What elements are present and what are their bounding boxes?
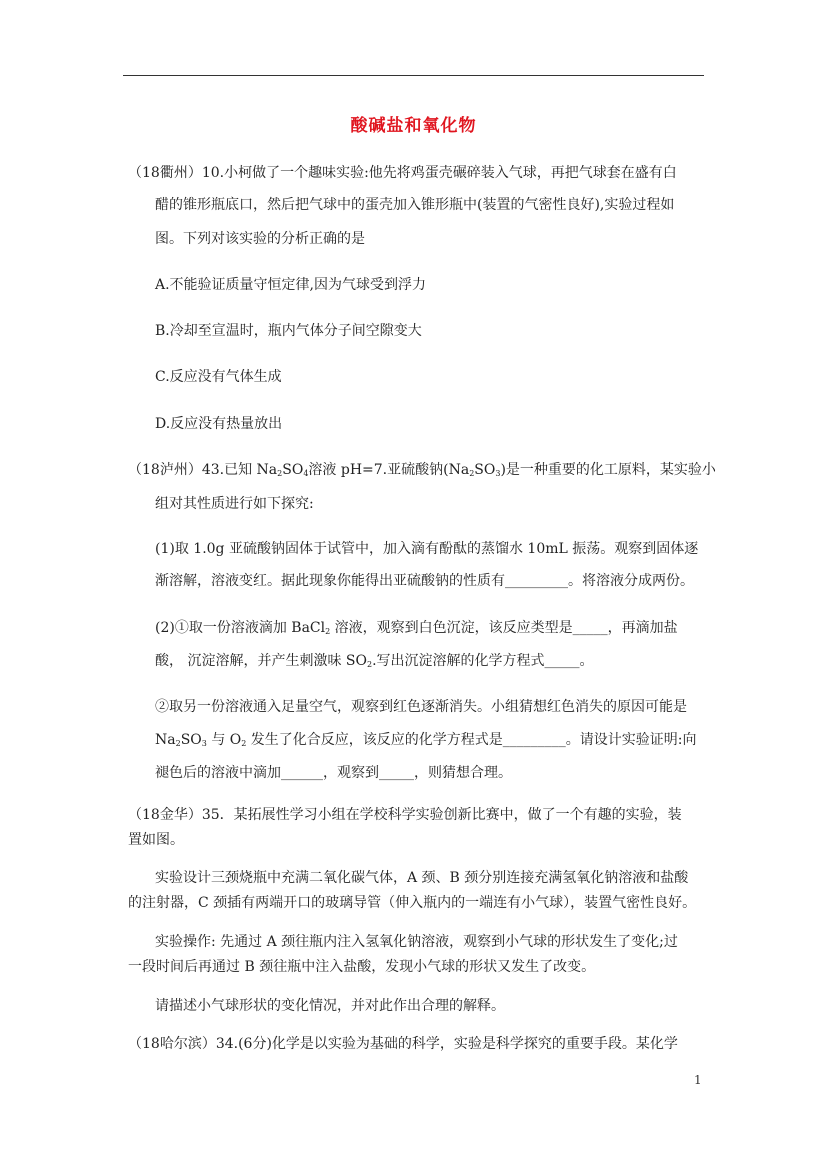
q3-para1-line-2: 的注射器，C 颈插有两端开口的玻璃导管（伸入瓶内的一端连有小气球），装置气密性良好。 bbox=[128, 895, 697, 911]
q1-option-a: A.不能验证质量守恒定律,因为气球受到浮力 bbox=[155, 277, 427, 293]
q2-line-2: 组对其性质进行如下探究: bbox=[155, 496, 314, 512]
q4-line-1: （18哈尔滨）34.(6分)化学是以实验为基础的科学，实验是科学探究的重要手段。某化学 bbox=[128, 1036, 678, 1052]
q1-option-b: B.冷却至宣温时，瓶内气体分子间空隙变大 bbox=[155, 323, 422, 339]
q3-para2-line-2: 一段时间后再通过 B 颈往瓶中注入盐酸，发现小气球的形状又发生了改变。 bbox=[128, 959, 596, 975]
q2-part3-line-2: $Na_2SO_3$ 与 $O_2$ 发生了化合反应，该反应的化学方程式是_________。请设计实验证明:向 bbox=[155, 732, 697, 748]
q1-line-2: 醋的锥形瓶底口，然后把气球中的蛋壳加入锥形瓶中(装置的气密性良好),实验过程如 bbox=[155, 197, 675, 213]
q2-line-1: （18泸州）43.已知 $Na_2SO_4$溶液 pH=7.亚硫酸钠$(Na_2SO_3)$是一种重要的化工原料，某实验小 bbox=[128, 462, 716, 478]
q3-para3: 请描述小气球形状的变化情况，并对此作出合理的解释。 bbox=[155, 998, 505, 1014]
q1-option-c: C.反应没有气体生成 bbox=[155, 369, 282, 385]
q2-part1-line-1: (1)取 1.0g 亚硫酸钠固体于试管中，加入滴有酚酞的蒸馏水 10mL 振荡。观察到固体逐 bbox=[155, 541, 699, 557]
q3-para2-line-1: 实验操作: 先通过 A 颈往瓶内注入氢氧化钠溶液，观察到小气球的形状发生了变化;过 bbox=[155, 934, 678, 950]
q1-line-3: 图。下列对该实验的分析正确的是 bbox=[155, 231, 365, 247]
q1-option-d: D.反应没有热量放出 bbox=[155, 416, 283, 432]
page-number: 1 bbox=[694, 1073, 702, 1087]
q2-part2-line-1: (2)①取一份溶液滴加 BaCl$_2$ 溶液，观察到白色沉淀，该反应类型是_____，再滴加盐 bbox=[155, 620, 678, 636]
q3-para1-line-1: 实验设计三颈烧瓶中充满二氧化碳气体，A 颈、B 颈分别连接充满氢氧化钠溶液和盐酸 bbox=[155, 870, 689, 886]
q2-part3-line-3: 褪色后的溶液中滴加______，观察到_____，则猜想合理。 bbox=[155, 765, 512, 781]
page-title: 酸碱盐和氧化物 bbox=[350, 116, 477, 136]
header-rule bbox=[123, 75, 704, 76]
q1-line-1: （18衢州）10.小柯做了一个趣味实验:他先将鸡蛋壳碾碎装入气球，再把气球套在盛有白 bbox=[128, 165, 677, 181]
q2-part2-line-2: 酸， 沉淀溶解，并产生刺激味 $SO_2$.写出沉淀溶解的化学方程式_____。 bbox=[155, 653, 594, 669]
q3-line-2: 置如图。 bbox=[128, 832, 184, 848]
q2-part3-line-1: ②取另一份溶液通入足量空气，观察到红色逐渐消失。小组猜想红色消失的原因可能是 bbox=[155, 699, 687, 715]
q2-part1-line-2: 渐溶解，溶液变红。据此现象你能得出亚硫酸钠的性质有_________。将溶液分成两份。 bbox=[155, 573, 694, 589]
q3-line-1: （18金华）35．某拓展性学习小组在学校科学实验创新比赛中，做了一个有趣的实验，装 bbox=[128, 807, 682, 823]
